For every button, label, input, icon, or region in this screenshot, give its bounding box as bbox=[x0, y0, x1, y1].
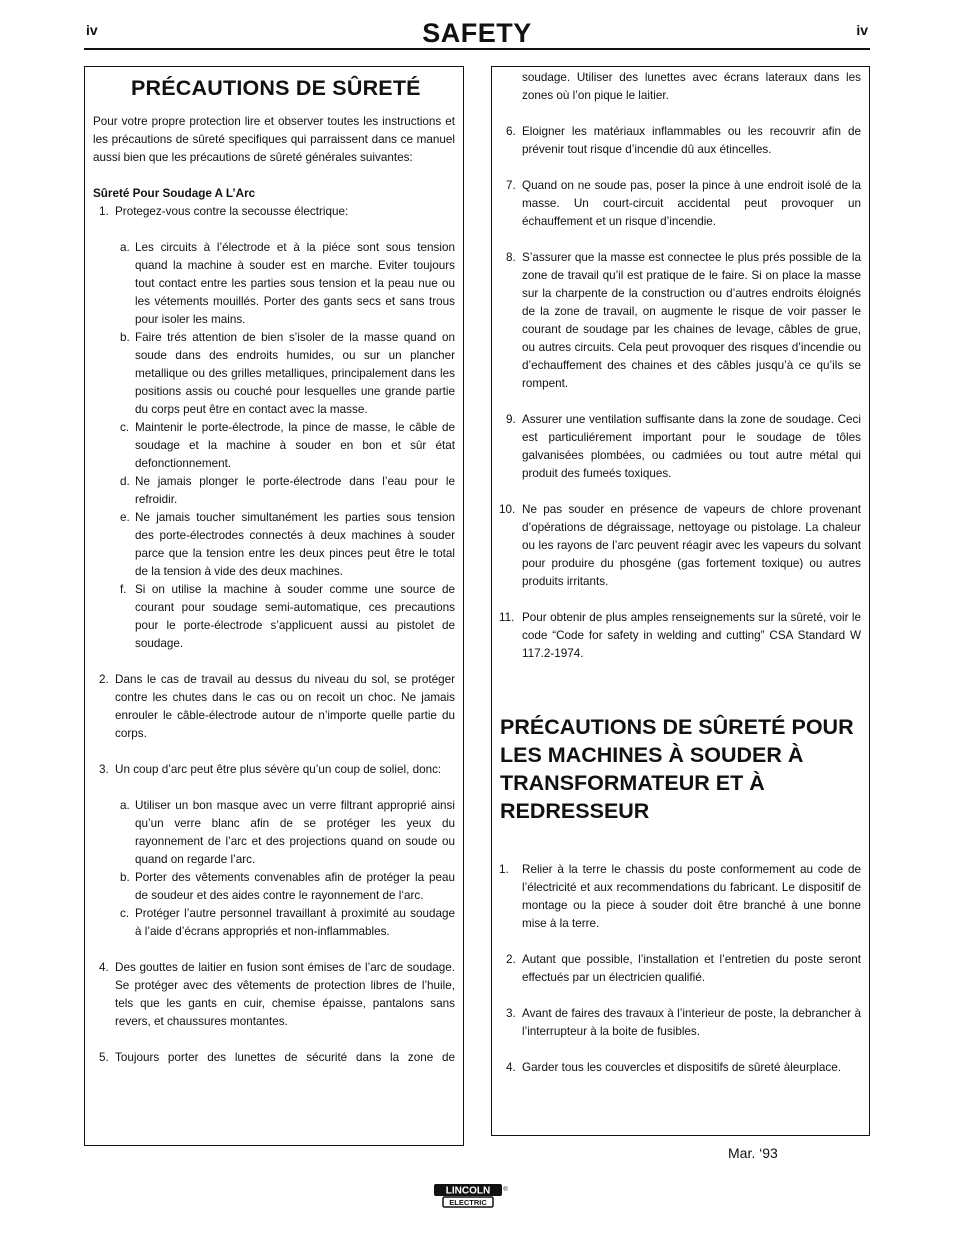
continuation-paragraph: soudage. Utiliser des lunettes avec écrans lateraux dans les zones où l’on pique le laitier. bbox=[522, 71, 861, 102]
lincoln-electric-logo bbox=[433, 1183, 509, 1209]
sub-list-item: a. Utiliser un bon masque avec un verre filtrant approprié ainsi qu’un verre blanc afin de se protéger les yeux du rayonnement de l’arc et des projections quand on soude ou quand on regarde l’arc. bbox=[120, 799, 455, 866]
list-item: 11. Pour obtenir de plus amples renseignements sur la sûreté, voir le code “Code for safety in welding and cutting” CSA Standard W 117.2-1974. bbox=[499, 611, 861, 660]
list-item: 10. Ne pas souder en présence de vapeurs de chlore provenant d’opérations de dégraissage, nettoyage ou pistolage. La chaleur ou les rayons de l’arc peuvent réagir avec les vapeurs du solvant pour produire du phosgéne (gas fortement toxique) ou autres produits irritants. bbox=[499, 503, 861, 588]
logo-top-text: LINCOLN bbox=[445, 1185, 491, 1197]
logo-bottom-text: ELECTRIC bbox=[449, 1198, 487, 1207]
list-item: 3. Un coup d’arc peut être plus sévère qu’un coup de soliel, donc: bbox=[99, 763, 442, 776]
sub-list-item: a. Les circuits à l’électrode et à la piéce sont sous tension quand la machine à souder est en marche. Eviter toujours tout contact entre les parties sous tension et la peau nue ou les vétements mouillés. Porter des gants secs et sans trous pour isoler les mains. bbox=[120, 241, 455, 326]
sub-list-item: c. Maintenir le porte-électrode, la pince de masse, le câble de soudage et la machine à souder en bon et sûr état defonctionnement. bbox=[120, 421, 455, 470]
list-item: 2. Autant que possible, l’installation et l’entretien du poste seront effectués par un électricien qualifié. bbox=[506, 953, 861, 984]
sub-list-item: b. Faire trés attention de bien s’isoler de la masse quand on soude dans des endroits humides, ou sur un plancher metallique ou des grilles metalliques, principalement dans les positions assis ou couché pour lesquelles une grande partie du corps peut être en contact avec la masse. bbox=[120, 331, 455, 416]
list-item: 4. Des gouttes de laitier en fusion sont émises de l’arc de soudage. Se protéger avec des vêtements de protection libres de l’huile, tels que les gants en cuir, chemise épaisse, pantalons sans revers, et chaussures montantes. bbox=[99, 961, 455, 1028]
sub-list-item: c. Protéger l’autre personnel travaillant à proximité au soudage à l’aide d’écrans appropriés et non-inflammables. bbox=[120, 907, 455, 938]
subheading: Sûreté Pour Soudage A L’Arc bbox=[93, 187, 256, 200]
list-item: 6. Eloigner les matériaux inflammables ou les recouvrir afin de prévenir tout risque d’incendie dû aux étincelles. bbox=[506, 125, 861, 156]
sub-list-item: e. Ne jamais toucher simultanément les parties sous tension des porte-électrodes connectés à deux machines à souder parce que la tension entre les deux pinces peut être le total de la tension à vide des deux machines. bbox=[120, 511, 455, 578]
revision-date: Mar. ‘93 bbox=[728, 1145, 778, 1161]
list-item: 8. S’assurer que la masse est connectee le plus prés possible de la zone de travail qu’il est pratique de le faire. Si on place la masse sur la charpente de la construction ou d’autres endroits éloignés de la zone de travail, on augmente le risque de voir passer le courant de soudage par les chaines de levage, câbles de grue, ou autres circuits. Cela peut provoquer des risques d’incendie ou d’echauffement des chaines et des câbles jusqu’à ce qu’ils se rompent. bbox=[506, 251, 861, 390]
list-item: 5. Toujours porter des lunettes de sécurité dans la zone de bbox=[99, 1051, 455, 1064]
registered-mark: ® bbox=[503, 1187, 508, 1193]
item-text: Protegez-vous contre la secousse électrique: bbox=[115, 205, 349, 218]
page-title: SAFETY bbox=[422, 18, 532, 48]
intro-paragraph: Pour votre propre protection lire et observer toutes les instructions et les précautions de sûreté specifiques qui parraissent dans ce manuel aussi bien que les précautions de sûreté générales suivantes: bbox=[93, 115, 455, 164]
right-safety-box bbox=[491, 66, 870, 1136]
list-item: 2. Dans le cas de travail au dessus du niveau du sol, se protéger contre les chutes dans le cas ou on recoit un choc. Ne jamais enrouler le câble-électrode autour de n’importe quelle partie du corps. bbox=[99, 673, 455, 740]
list-item: 1. Protegez-vous contre la secousse électrique: bbox=[99, 205, 349, 218]
sub-list-item: d. Ne jamais plonger le porte-électrode dans l’eau pour le refroidir. bbox=[120, 475, 455, 506]
list-item: 1. Relier à la terre le chassis du poste conformement au code de l’électricité et aux recommendations du fabricant. Le dispositif de montage ou la piece à souder doit être branché à une bonne mise à la terre. bbox=[499, 863, 861, 930]
sub-list-item: f. Si on utilise la machine à souder comme une source de courant pour soudage semi-automatique, ces precautions pour le porte-électrode s’applicuent aussi au pistolet de soudage. bbox=[120, 583, 455, 650]
page-number-right: iv bbox=[856, 22, 868, 38]
list-item: 9. Assurer une ventilation suffisante dans la zone de soudage. Ceci est particuliérement important pour le soudage de tôles galvanisées plombées, ou cadmiées ou tout autre métal qui produit des fumeés toxiques. bbox=[506, 413, 861, 480]
list-item: 3. Avant de faires des travaux à l’interieur de poste, la debrancher à l’interrupteur à la boite de fusibles. bbox=[506, 1007, 861, 1038]
sub-list-item: b. Porter des vêtements convenables afin de protéger la peau de soudeur et des aides contre le rayonnement de l‘arc. bbox=[120, 871, 455, 902]
header-rule bbox=[84, 48, 870, 50]
section-heading: PRÉCAUTIONS DE SÛRETÉ bbox=[131, 76, 421, 100]
page-number-left: iv bbox=[86, 22, 98, 38]
left-safety-box bbox=[84, 66, 464, 1146]
section-heading-2: PRÉCAUTIONS DE SÛRETÉ POUR LES MACHINES À SOUDER À TRANSFORMATEUR ET À REDRESSEUR bbox=[500, 715, 854, 823]
list-item: 4. Garder tous les couvercles et dispositifs de sûreté àleurplace. bbox=[506, 1061, 841, 1074]
list-item: 7. Quand on ne soude pas, poser la pince à une endroit isolé de la masse. Un court-circuit accidental peut provoquer un échauffement et un risque d’incendie. bbox=[506, 179, 861, 228]
